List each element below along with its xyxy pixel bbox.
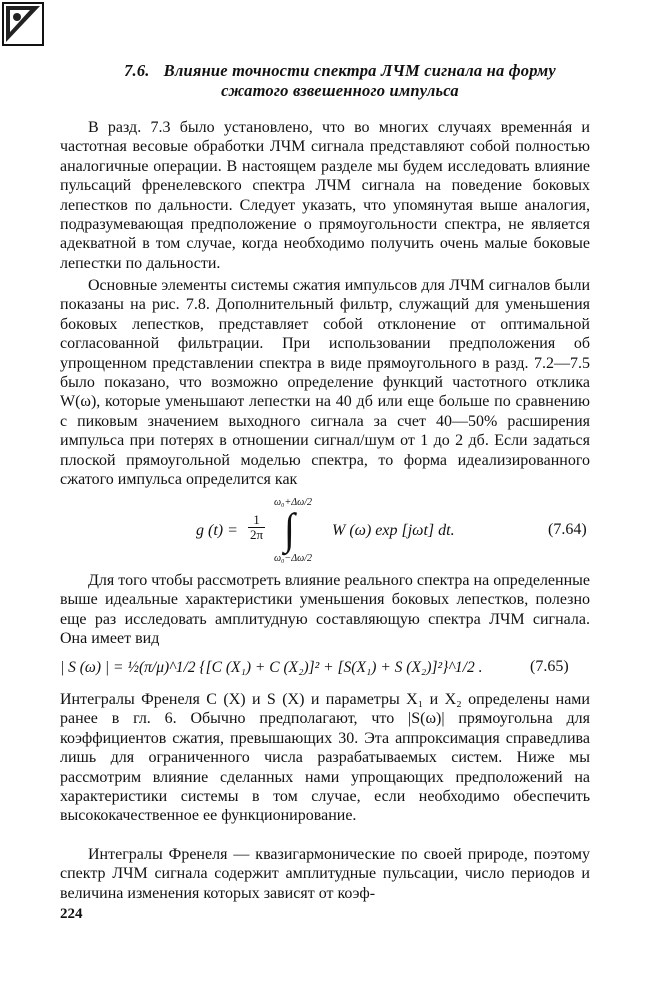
paragraph-4: Интегралы Френеля C (X) и S (X) и параметры X₁ и X₂ определены нами ранее в гл. 6. Обычно предполагают, что |S(ω)| прямоугольна для коэффициентов сжатия, превышающих 30. Эта аппроксимация справедлива лишь для ограниченного числа разрабатываемых систем. Ниже мы рассмотрим влияние сделанных нами упрощающих предположений на характеристики системы в том случае, если необходимо обеспечить высококачественное ее функционирование. [60,691,590,825]
eq764-lower-limit: ω₀−Δω/2 [274,553,312,564]
eq764-numerator: 1 [248,513,265,528]
page-number: 224 [60,906,83,922]
eq764-lhs: g (t) = [196,522,238,539]
section-number: 7.6. [124,61,150,80]
eq764-denominator: 2π [250,527,264,542]
paragraph-2: Основные элементы системы сжатия импульсов для ЛЧМ сигналов были показаны на рис. 7.8. Дополнительный фильтр, служащий для уменьшения боковых лепестков, представляет собой отклонение от оптимальной согласованной фильтрации. При использовании предположения об упрощенном представлении спектра в виде прямоугольного в разд. 7.2—7.5 было показано, что возможно определение функций частотного отклика W(ω), которые уменьшают лепестки на 40 дб или еще больше по сравнению с пиковым значением выходного сигнала за счет 40—50% расширения импульса при потерях в отношении сигнал/шум от 1 до 2 дб. Если задаться плоской прямоугольной моделью спектра, то форма идеализированного сжатого импульса определится как [60,277,590,489]
eq764-upper-limit: ω₀+Δω/2 [274,497,312,508]
paragraph-5: Интегралы Френеля — квазигармонические по своей природе, поэтому спектр ЛЧМ сигнала содержит амплитудные пульсации, число периодов и величина изменения которых зависят от коэф- [60,846,590,902]
section-heading [60,61,620,101]
paragraph-3: Для того чтобы рассмотреть влияние реального спектра на определенные выше идеальные характеристики уменьшения боковых лепестков, полезно еще раз исследовать амплитудную составляющую спектра ЛЧМ сигнала. Она имеет вид [60,572,590,648]
eq764-label: (7.64) [548,521,587,538]
section-title-line-2: сжатого взвешенного импульса [221,81,459,100]
equation-7-64 [196,497,496,564]
eq765-label: (7.65) [530,658,569,675]
eq764-integrand: W (ω) exp [jωt] dt. [332,522,455,539]
equation-7-65: | S (ω) | = ½(π/μ)^1/2 {[C (X₁) + C (X₂)]² + [S(X₁) + S (X₂)]²}^1/2 . [60,659,483,676]
paragraph-1: В разд. 7.3 было установлено, что во многих случаях временнáя и частотная весовые обработки ЛЧМ сигнала представляют собой полностью аналогичные операции. В настоящем разделе мы будем исследовать влияние пульсаций френелевского спектра ЛЧМ сигнала на поведение боковых лепестков по дальности. Следует указать, что упомянутая выше аналогия, подразумевающая предположение о прямоугольности спектра, не является адекватной в том случае, когда необходимо получить очень малые боковые лепестки по дальности. [60,119,590,272]
section-title-line-1: Влияние точности спектра ЛЧМ сигнала на форму [163,61,556,80]
eq764-fraction [248,513,265,542]
corner-ornament [0,0,46,48]
integral-sign: ∫ [284,503,295,554]
